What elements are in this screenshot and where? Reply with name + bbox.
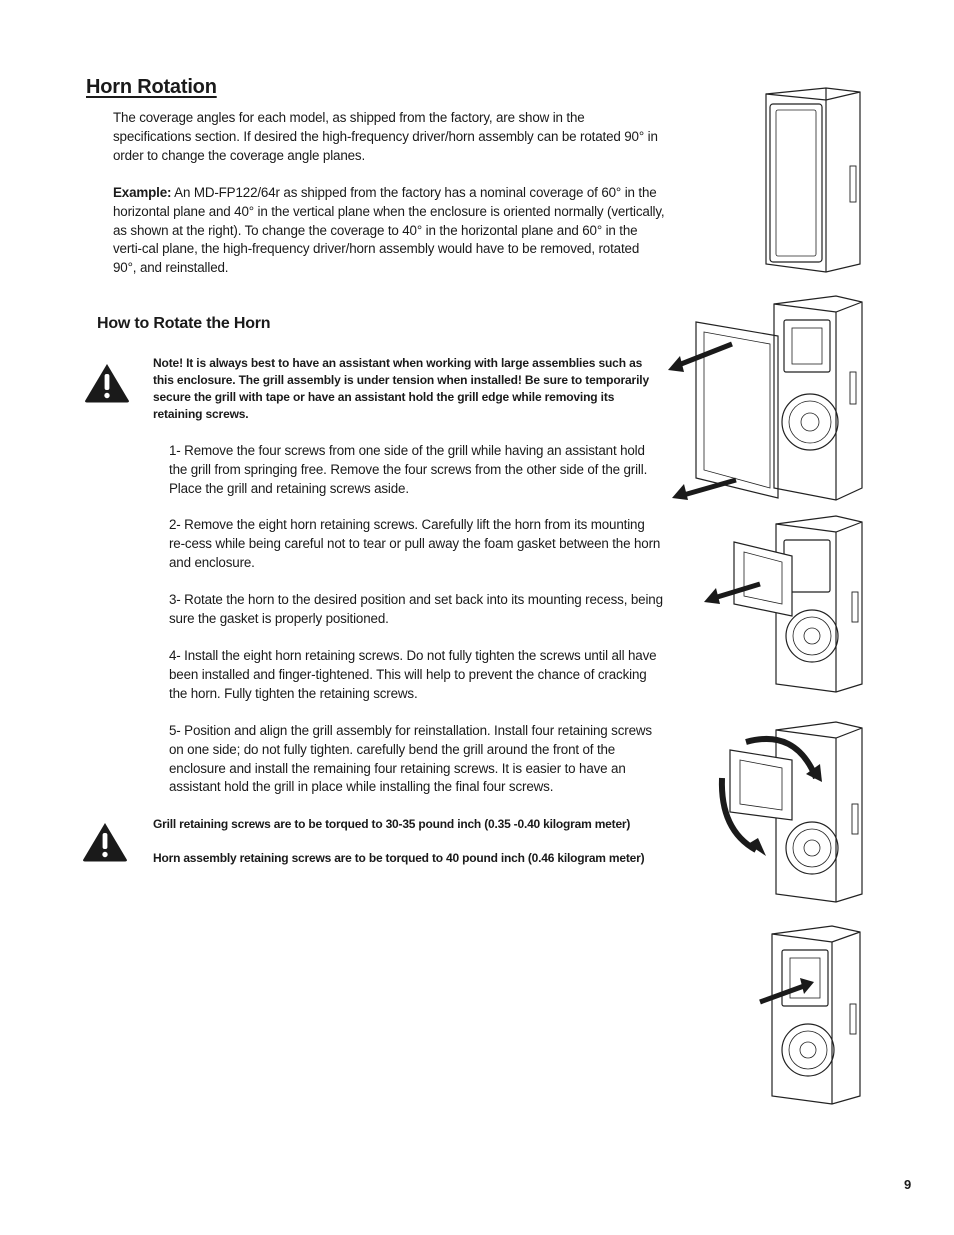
torque-grill-note: Grill retaining screws are to be torqued to 30-35 pound inch (0.35 -0.40 kilogram meter) [153,817,631,831]
step-2: 2- Remove the eight horn retaining screws. Carefully lift the horn from its mounting re-cess while being careful not to tear or pull away the foam gasket between the horn and enclosure. [169,517,661,570]
example-text: An MD-FP122/64r as shipped from the factory has a nominal coverage of 60° in the horizontal plane and 40° in the vertical plane when the enclosure is oriented normally (vertically, as shown at the right). To change the coverage to 40° in the horizontal plane and 60° in the verti-cal plane, the high-frequency driver/horn assembly would have to be removed, rotated 90°, and reinstalled. [113,185,665,276]
arrow-icon [672,480,736,500]
step-5: 5- Position and align the grill assembly for reinstallation. Install four retaining screws on one side; do not fully tighten. carefully bend the grill around the front of the enclosure and install the remaining four retaining screws. It is easier to have an assistant hold the grill in place while installing the final four screws. [169,723,652,795]
intro-paragraph: The coverage angles for each model, as shipped from the factory, are show in the specifications section. If desired the high-frequency driver/horn assembly can be rotated 90° in order to change the coverage angle planes. [113,110,658,163]
page-number: 9 [904,1177,912,1192]
step-4: 4- Install the eight horn retaining screws. Do not fully tighten the screws until all have been installed and finger-tightened. This will help to prevent the chance of cracking the horn. Fully tighten the retaining screws. [169,648,657,701]
step-3: 3- Rotate the horn to the desired position and set back into its mounting recess, being sure the gasket is properly positioned. [169,592,663,626]
warning-triangle-icon [84,363,130,403]
arrow-icon [668,344,732,372]
grill-removal-illustration [666,292,866,504]
horn-reinstall-illustration [756,924,866,1108]
safety-note: Note! It is always best to have an assistant when working with large assemblies such as this enclosure. The grill assembly is under tension when installed! Be sure to temporarily secure the grill with tape or have an assistant hold the grill edge while removing its retaining screws. [153,356,649,421]
speaker-with-grill-illustration [760,86,866,276]
section-heading: How to Rotate the Horn [97,315,271,332]
arrow-icon [760,978,814,1002]
horn-removal-illustration [700,512,866,694]
page-title: Horn Rotation [86,76,217,98]
example-paragraph [113,184,665,278]
example-label: Example: [113,185,172,200]
torque-horn-note: Horn assembly retaining screws are to be torqued to 40 pound inch (0.46 kilogram meter) [153,851,645,865]
warning-triangle-icon [82,822,128,862]
step-1: 1- Remove the four screws from one side of the grill while having an assistant hold the grill from springing free. Remove the four screws from the other side of the grill. Place the grill and retaining screws aside. [169,443,648,496]
horn-rotation-illustration [700,720,866,906]
